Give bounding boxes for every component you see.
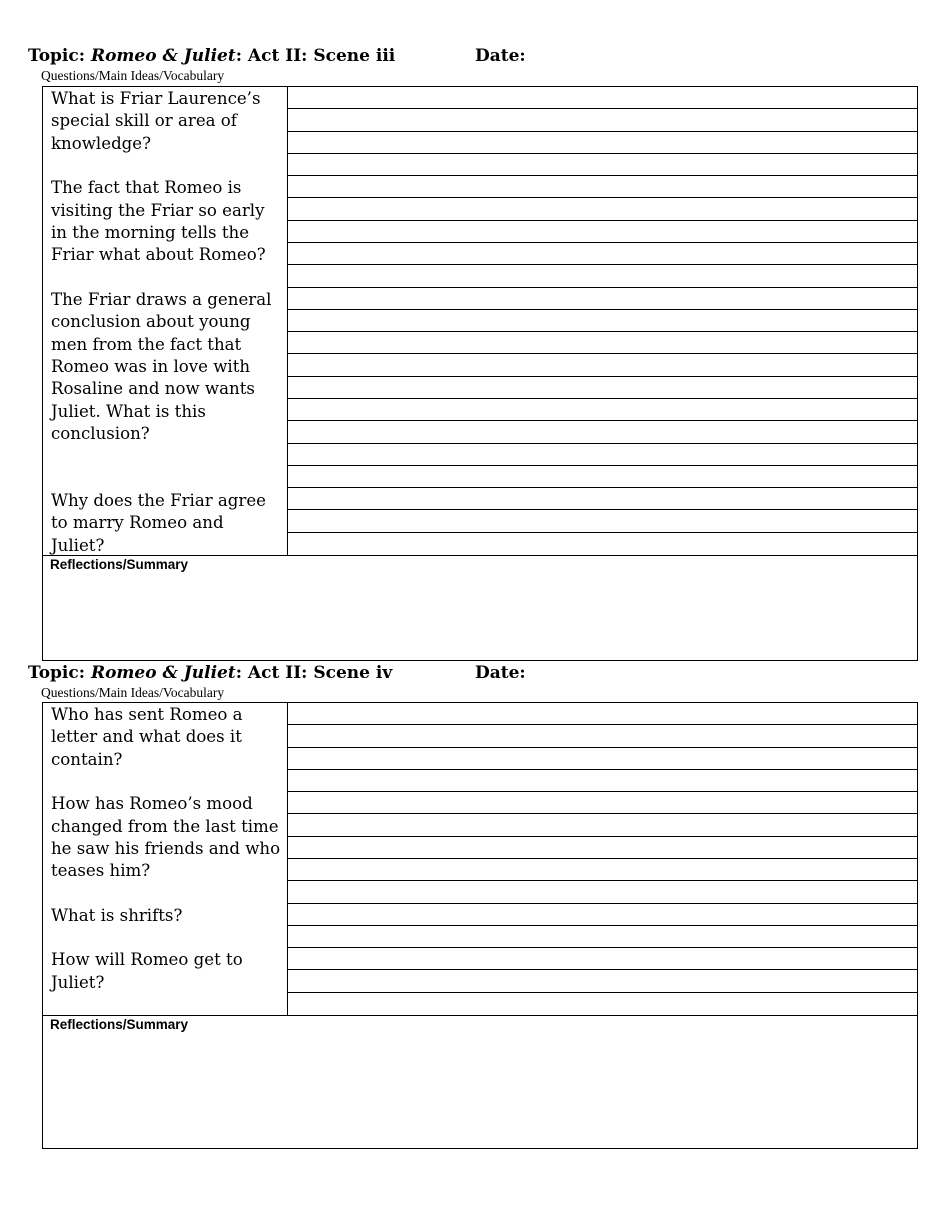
answer-line[interactable] [288, 354, 917, 376]
answer-line[interactable] [288, 444, 917, 466]
question-4: How will Romeo get to Juliet? [51, 950, 243, 992]
answer-line[interactable] [288, 859, 917, 881]
answer-line[interactable] [288, 310, 917, 332]
answer-line[interactable] [288, 703, 917, 725]
play-title: Romeo & Juliet [90, 663, 236, 683]
notes-grid-scene-iii [42, 86, 918, 556]
answer-line[interactable] [288, 399, 917, 421]
answer-line[interactable] [288, 221, 917, 243]
answer-lines[interactable] [288, 703, 917, 1015]
answer-line[interactable] [288, 881, 917, 903]
date-label: Date: [475, 46, 526, 66]
notes-grid-scene-iv [42, 702, 918, 1016]
column-label: Questions/Main Ideas/Vocabulary [41, 68, 225, 83]
answer-line[interactable] [288, 926, 917, 948]
reflection-box-scene-iii[interactable] [42, 555, 918, 661]
topic-heading-scene-iv [28, 663, 392, 683]
answer-line[interactable] [288, 814, 917, 836]
answer-line[interactable] [288, 533, 917, 555]
answer-line[interactable] [288, 265, 917, 287]
answer-line[interactable] [288, 288, 917, 310]
reflection-label: Reflections/Summary [50, 557, 189, 572]
answer-line[interactable] [288, 154, 917, 176]
answer-line[interactable] [288, 904, 917, 926]
question-3: What is shrifts? [51, 905, 183, 925]
topic-prefix: Topic: [28, 663, 86, 683]
answer-line[interactable] [288, 243, 917, 265]
question-1: What is Friar Laurence’s special skill or area of knowledge? [51, 89, 261, 153]
questions-column [43, 87, 288, 555]
answer-line[interactable] [288, 993, 917, 1015]
answer-lines[interactable] [288, 87, 917, 555]
column-label: Questions/Main Ideas/Vocabulary [41, 685, 225, 700]
questions-column [43, 703, 288, 1015]
answer-line[interactable] [288, 970, 917, 992]
answer-line[interactable] [288, 770, 917, 792]
scene-label: : Act II: Scene iv [235, 663, 393, 683]
topic-prefix: Topic: [28, 46, 86, 66]
answer-line[interactable] [288, 109, 917, 131]
answer-line[interactable] [288, 748, 917, 770]
answer-line[interactable] [288, 132, 917, 154]
answer-line[interactable] [288, 725, 917, 747]
answer-line[interactable] [288, 510, 917, 532]
answer-line[interactable] [288, 792, 917, 814]
question-4: Why does the Friar agree to marry Romeo and Juliet? [51, 490, 267, 555]
answer-line[interactable] [288, 176, 917, 198]
answer-line[interactable] [288, 488, 917, 510]
answer-line[interactable] [288, 948, 917, 970]
answer-line[interactable] [288, 377, 917, 399]
date-label: Date: [475, 663, 526, 683]
answer-line[interactable] [288, 466, 917, 488]
question-3: The Friar draws a general conclusion about young men from the fact that Romeo was in love with Rosaline and now wants Juliet. What is this conclusion? [51, 289, 272, 444]
reflection-box-scene-iv[interactable] [42, 1015, 918, 1149]
answer-line[interactable] [288, 421, 917, 443]
question-2: The fact that Romeo is visiting the Friar so early in the morning tells the Friar what about Romeo? [51, 178, 266, 265]
question-1: Who has sent Romeo a letter and what does it contain? [51, 705, 243, 769]
topic-heading-scene-iii [28, 46, 395, 66]
question-2: How has Romeo’s mood changed from the last time he saw his friends and who teases him? [51, 794, 281, 881]
answer-line[interactable] [288, 87, 917, 109]
answer-line[interactable] [288, 332, 917, 354]
scene-label: : Act II: Scene iii [235, 46, 396, 66]
answer-line[interactable] [288, 198, 917, 220]
answer-line[interactable] [288, 837, 917, 859]
play-title: Romeo & Juliet [90, 46, 236, 66]
reflection-label: Reflections/Summary [50, 1017, 189, 1032]
